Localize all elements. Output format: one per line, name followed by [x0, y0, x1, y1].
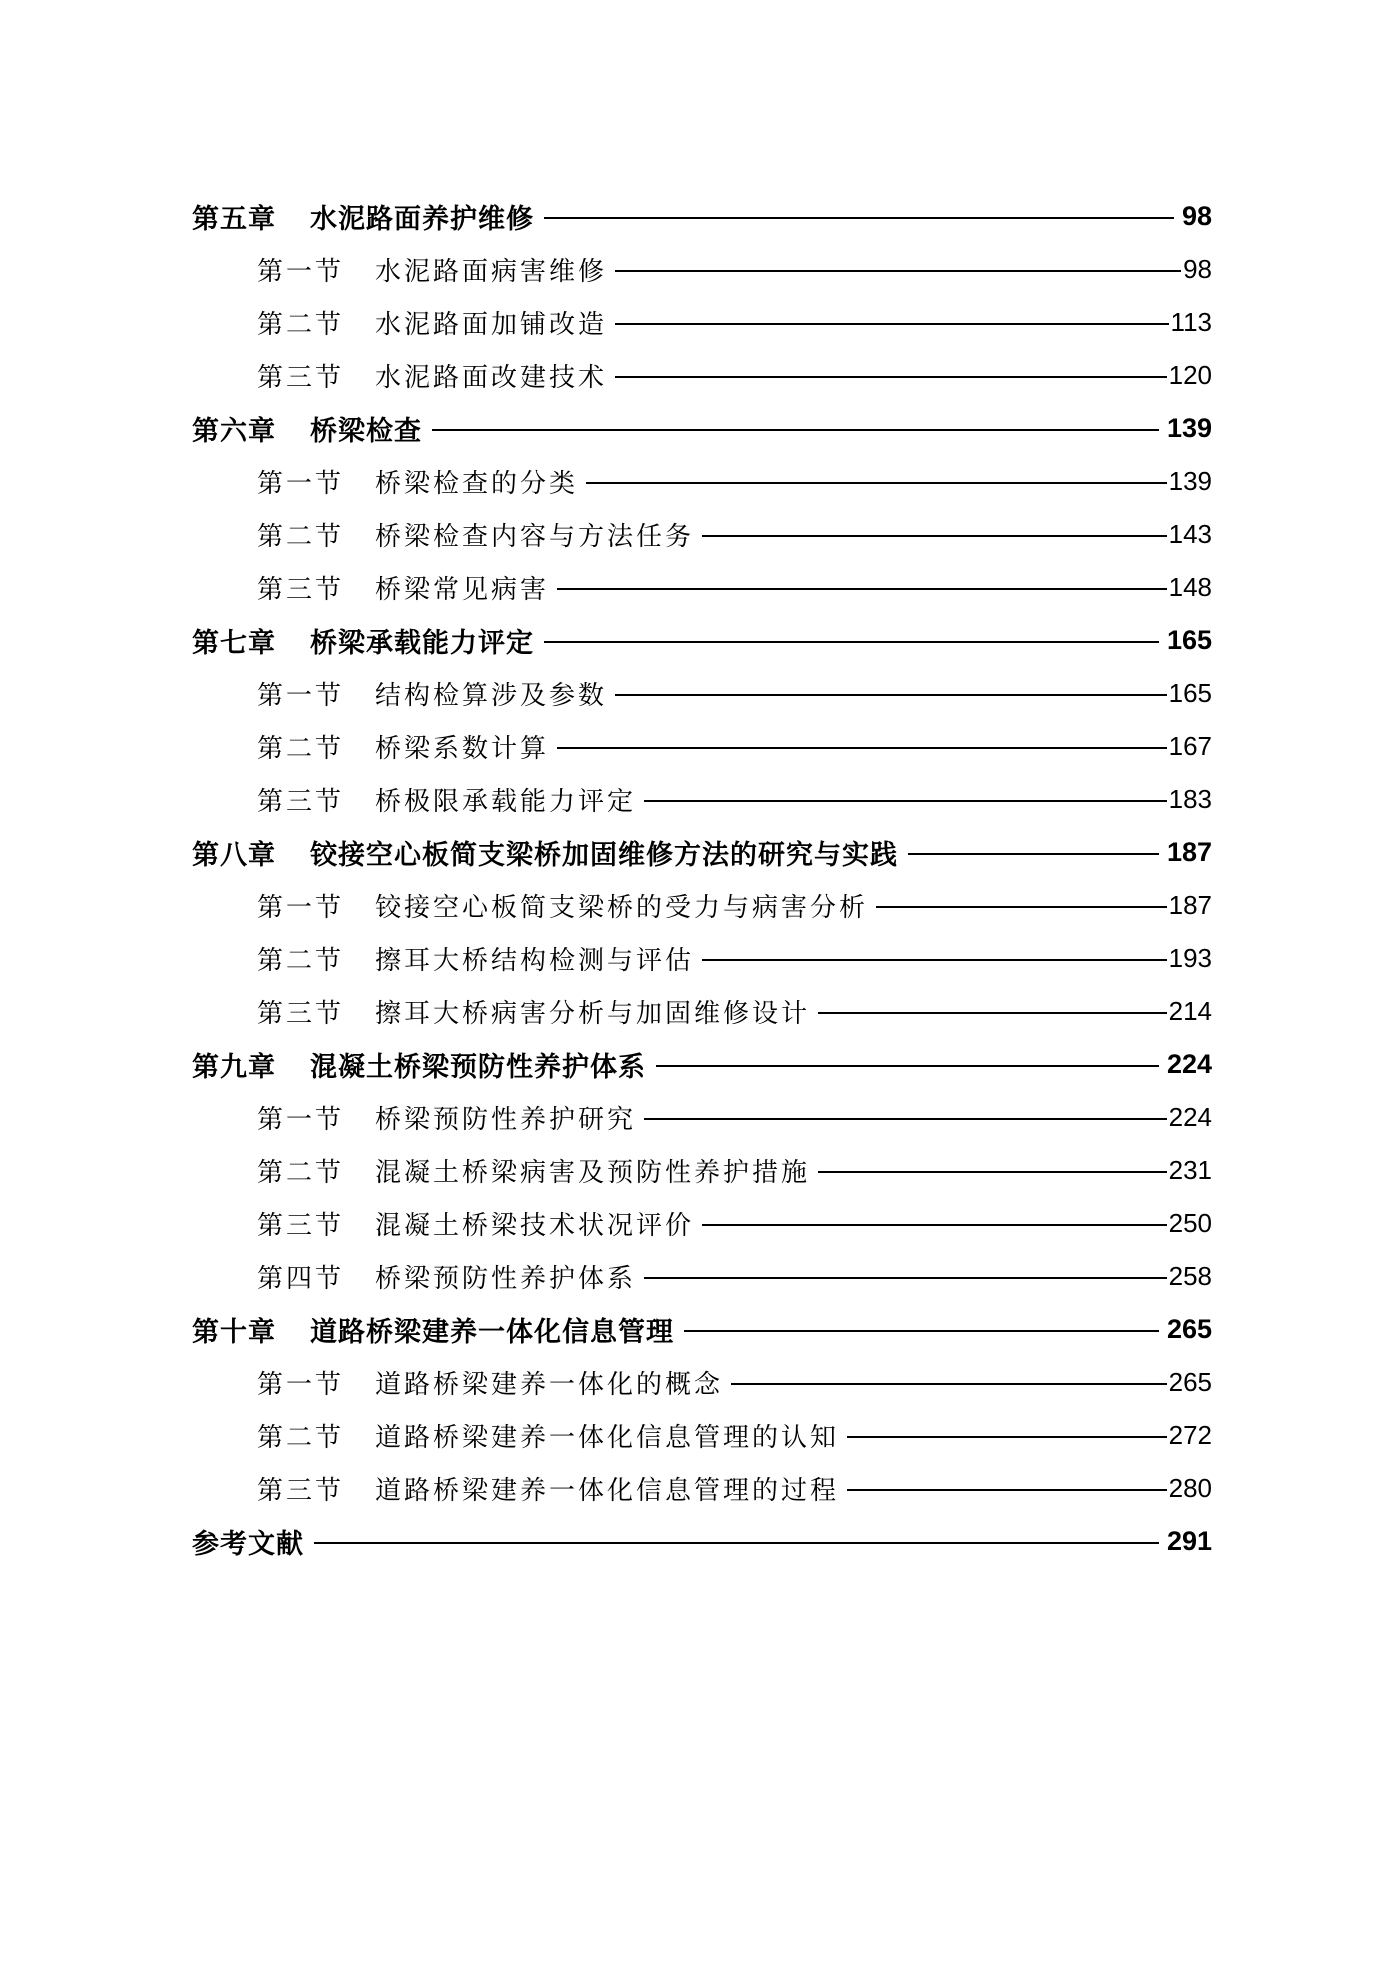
dash-leader — [818, 1171, 1167, 1173]
toc-section-entry[interactable] — [192, 1409, 1212, 1462]
page-number: 148 — [1168, 572, 1212, 602]
dash-leader — [615, 694, 1167, 696]
page-number: 280 — [1168, 1473, 1212, 1503]
dash-leader — [557, 588, 1167, 590]
toc-section-entry[interactable] — [192, 1462, 1212, 1515]
toc-section-entry[interactable] — [192, 1197, 1212, 1250]
page-number: 193 — [1168, 943, 1212, 973]
page-number: 165 — [1166, 625, 1212, 655]
chapter-label: 第七章 — [192, 628, 276, 659]
page-number: 143 — [1168, 519, 1212, 549]
toc-section-entry[interactable] — [192, 455, 1212, 508]
chapter-title: 参考文献 — [192, 1529, 304, 1560]
section-title: 道路桥梁建养一体化的概念 — [375, 1370, 724, 1400]
section-title: 桥梁检查内容与方法任务 — [375, 522, 695, 552]
section-label: 第一节 — [257, 1370, 345, 1400]
toc-section-entry[interactable] — [192, 985, 1212, 1038]
chapter-label: 第五章 — [192, 204, 276, 235]
section-title: 水泥路面改建技术 — [375, 363, 608, 393]
section-title: 混凝土桥梁技术状况评价 — [375, 1211, 695, 1241]
page-number: 113 — [1170, 307, 1212, 337]
dash-leader — [432, 429, 1159, 431]
dash-leader — [847, 1489, 1167, 1491]
page-number: 272 — [1168, 1420, 1212, 1450]
toc-section-entry[interactable] — [192, 296, 1212, 349]
toc-chapter-entry[interactable] — [192, 190, 1212, 243]
toc-section-entry[interactable] — [192, 1356, 1212, 1409]
toc-section-entry[interactable] — [192, 879, 1212, 932]
section-title: 水泥路面加铺改造 — [375, 310, 608, 340]
section-label: 第四节 — [257, 1264, 345, 1294]
page-number: 231 — [1168, 1155, 1212, 1185]
dash-leader — [847, 1436, 1167, 1438]
section-title: 铰接空心板简支梁桥的受力与病害分析 — [375, 893, 869, 923]
toc-section-entry[interactable] — [192, 667, 1212, 720]
page-number: 167 — [1168, 731, 1212, 761]
dash-leader — [702, 959, 1167, 961]
section-label: 第一节 — [257, 257, 345, 287]
page-number: 187 — [1168, 890, 1212, 920]
section-title: 水泥路面病害维修 — [375, 257, 608, 287]
dash-leader — [908, 853, 1159, 855]
toc-chapter-entry[interactable] — [192, 402, 1212, 455]
section-label: 第一节 — [257, 469, 345, 499]
page-number: 183 — [1168, 784, 1212, 814]
section-label: 第三节 — [257, 999, 345, 1029]
section-label: 第二节 — [257, 1423, 345, 1453]
toc-section-entry[interactable] — [192, 561, 1212, 614]
section-label: 第一节 — [257, 893, 345, 923]
toc-section-entry[interactable] — [192, 1250, 1212, 1303]
toc-section-entry[interactable] — [192, 349, 1212, 402]
toc-chapter-entry[interactable] — [192, 614, 1212, 667]
page-number: 265 — [1168, 1367, 1212, 1397]
chapter-title: 铰接空心板简支梁桥加固维修方法的研究与实践 — [310, 840, 898, 871]
page-number: 214 — [1168, 996, 1212, 1026]
dash-leader — [644, 800, 1167, 802]
section-title: 桥极限承载能力评定 — [375, 787, 637, 817]
page-number: 139 — [1166, 413, 1212, 443]
page-number: 187 — [1166, 837, 1212, 867]
page-number: 265 — [1166, 1314, 1212, 1344]
section-label: 第二节 — [257, 946, 345, 976]
page-number: 224 — [1166, 1049, 1212, 1079]
page-number: 291 — [1166, 1526, 1212, 1556]
dash-leader — [586, 482, 1167, 484]
chapter-title: 桥梁检查 — [310, 416, 422, 447]
dash-leader — [544, 641, 1159, 643]
toc-section-entry[interactable] — [192, 243, 1212, 296]
dash-leader — [876, 906, 1167, 908]
toc-chapter-entry[interactable] — [192, 1038, 1212, 1091]
dash-leader — [644, 1277, 1167, 1279]
page-number: 165 — [1168, 678, 1212, 708]
table-of-contents — [192, 190, 1212, 1568]
chapter-title: 桥梁承载能力评定 — [310, 628, 534, 659]
dash-leader — [656, 1065, 1159, 1067]
section-title: 桥梁常见病害 — [375, 575, 550, 605]
section-title: 混凝土桥梁病害及预防性养护措施 — [375, 1158, 811, 1188]
chapter-label: 第六章 — [192, 416, 276, 447]
section-label: 第二节 — [257, 522, 345, 552]
page-number: 120 — [1168, 360, 1212, 390]
dash-leader — [615, 270, 1181, 272]
page-number: 258 — [1168, 1261, 1212, 1291]
section-label: 第三节 — [257, 787, 345, 817]
section-label: 第一节 — [257, 1105, 345, 1135]
toc-chapter-entry[interactable] — [192, 1303, 1212, 1356]
toc-section-entry[interactable] — [192, 1144, 1212, 1197]
page-number: 224 — [1168, 1102, 1212, 1132]
dash-leader — [557, 747, 1167, 749]
toc-chapter-entry[interactable] — [192, 826, 1212, 879]
section-label: 第三节 — [257, 1211, 345, 1241]
section-title: 桥梁预防性养护体系 — [375, 1264, 637, 1294]
section-title: 结构检算涉及参数 — [375, 681, 608, 711]
dash-leader — [684, 1330, 1159, 1332]
section-title: 擦耳大桥病害分析与加固维修设计 — [375, 999, 811, 1029]
section-title: 桥梁检查的分类 — [375, 469, 579, 499]
page-number: 98 — [1183, 254, 1212, 284]
chapter-title: 道路桥梁建养一体化信息管理 — [310, 1317, 674, 1348]
chapter-label: 第八章 — [192, 840, 276, 871]
dash-leader — [702, 1224, 1167, 1226]
chapter-label: 第九章 — [192, 1052, 276, 1083]
section-label: 第三节 — [257, 363, 345, 393]
page-number: 98 — [1181, 201, 1212, 231]
dash-leader — [702, 535, 1167, 537]
section-title: 道路桥梁建养一体化信息管理的过程 — [375, 1476, 840, 1506]
dash-leader — [731, 1383, 1167, 1385]
section-title: 擦耳大桥结构检测与评估 — [375, 946, 695, 976]
chapter-label: 第十章 — [192, 1317, 276, 1348]
toc-section-entry[interactable] — [192, 1091, 1212, 1144]
section-label: 第一节 — [257, 681, 345, 711]
page-number: 139 — [1168, 466, 1212, 496]
toc-chapter-entry[interactable] — [192, 1515, 1212, 1568]
chapter-title: 水泥路面养护维修 — [310, 204, 534, 235]
dash-leader — [615, 376, 1167, 378]
dash-leader — [818, 1012, 1167, 1014]
dash-leader — [644, 1118, 1167, 1120]
toc-section-entry[interactable] — [192, 508, 1212, 561]
chapter-title: 混凝土桥梁预防性养护体系 — [310, 1052, 646, 1083]
dash-leader — [314, 1542, 1159, 1544]
section-title: 桥梁系数计算 — [375, 734, 550, 764]
section-title: 道路桥梁建养一体化信息管理的认知 — [375, 1423, 840, 1453]
page-number: 250 — [1168, 1208, 1212, 1238]
section-label: 第二节 — [257, 310, 345, 340]
dash-leader — [544, 217, 1174, 219]
section-label: 第三节 — [257, 1476, 345, 1506]
toc-section-entry[interactable] — [192, 720, 1212, 773]
toc-section-entry[interactable] — [192, 932, 1212, 985]
section-title: 桥梁预防性养护研究 — [375, 1105, 637, 1135]
section-label: 第二节 — [257, 734, 345, 764]
section-label: 第三节 — [257, 575, 345, 605]
toc-section-entry[interactable] — [192, 773, 1212, 826]
section-label: 第二节 — [257, 1158, 345, 1188]
dash-leader — [615, 323, 1169, 325]
